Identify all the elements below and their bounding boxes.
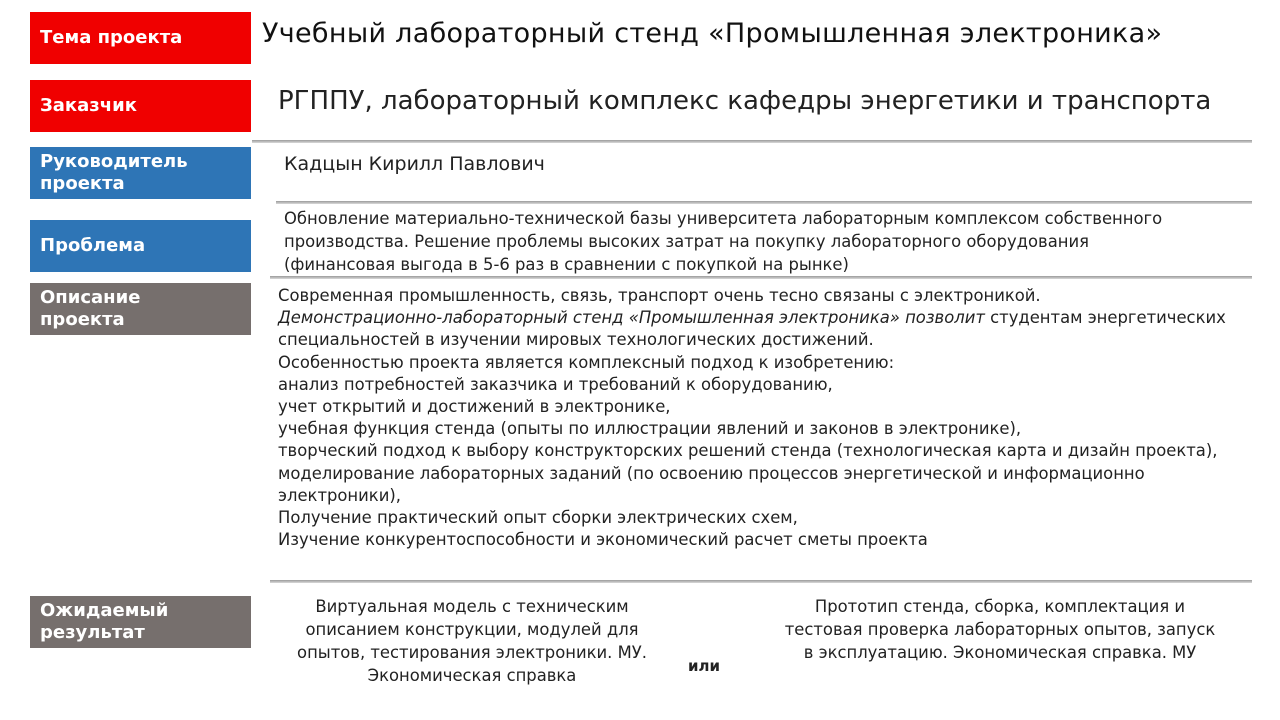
divider: [270, 580, 1252, 583]
label-problem: [30, 220, 251, 272]
description-item: учебная функция стенда (опыты по иллюстрации явлений и законов в электронике),: [278, 419, 1022, 439]
divider: [270, 276, 1252, 279]
description-item: моделирование лабораторных заданий (по освоению процессов энергетической и информационно электроники),: [278, 463, 1145, 505]
label-client-text: Заказчик: [40, 95, 137, 116]
description-item: учет открытий и достижений в электронике,: [278, 397, 671, 417]
label-result-text: Ожидаемый результат: [40, 600, 169, 643]
label-result: [30, 596, 251, 648]
label-topic-text: Тема проекта: [40, 27, 183, 48]
description-value: [278, 285, 1268, 551]
description-rest: студентам энергетических специальностей в изучении мировых технологических достижений.: [278, 308, 1226, 350]
result-or: или: [688, 657, 721, 675]
description-item: анализ потребностей заказчика и требований к оборудованию,: [278, 374, 833, 394]
description-item: творческий подход к выбору конструкторских решений стенда (технологическая карта и дизайн проекта),: [278, 441, 1218, 461]
description-item: Получение практический опыт сборки электрических схем,: [278, 508, 798, 528]
result-left: Виртуальная модель с техническим описанием конструкции, модулей для опытов, тестирования электроники. МУ. Экономическая справка: [297, 597, 647, 685]
label-topic: [30, 12, 251, 64]
divider: [276, 201, 1252, 204]
label-lead-text: Руководитель проекта: [40, 151, 188, 194]
label-description: [30, 283, 251, 335]
label-lead: [30, 147, 251, 199]
lead-value: Кадцын Кирилл Павлович: [284, 153, 545, 175]
topic-value: Учебный лабораторный стенд «Промышленная электроника»: [262, 18, 1163, 49]
label-problem-text: Проблема: [40, 235, 146, 256]
description-line: Особенностью проекта является комплексный подход к изобретению:: [278, 352, 895, 372]
description-item: Изучение конкурентоспособности и экономический расчет сметы проекта: [278, 530, 928, 550]
divider: [252, 140, 1252, 143]
label-client: [30, 80, 251, 132]
description-line: Современная промышленность, связь, транспорт очень тесно связаны с электроникой.: [278, 286, 1041, 305]
client-value: РГППУ, лабораторный комплекс кафедры энергетики и транспорта: [278, 86, 1212, 116]
description-italic: Демонстрационно-лабораторный стенд «Промышленная электроника» позволит: [278, 308, 985, 328]
result-right: Прототип стенда, сборка, комплектация и тестовая проверка лабораторных опытов, запуск в эксплуатацию. Экономическая справка. МУ: [784, 597, 1216, 662]
description-line: [278, 307, 1268, 351]
label-description-text: Описание проекта: [40, 287, 141, 330]
problem-value: Обновление материально-технической базы университета лабораторным комплексом собственного производства. Решение проблемы высоких затрат на покупку лабораторного оборудования (финансовая выгода в 5-6 раз в сравнении с покупкой на рынке): [284, 209, 1163, 274]
